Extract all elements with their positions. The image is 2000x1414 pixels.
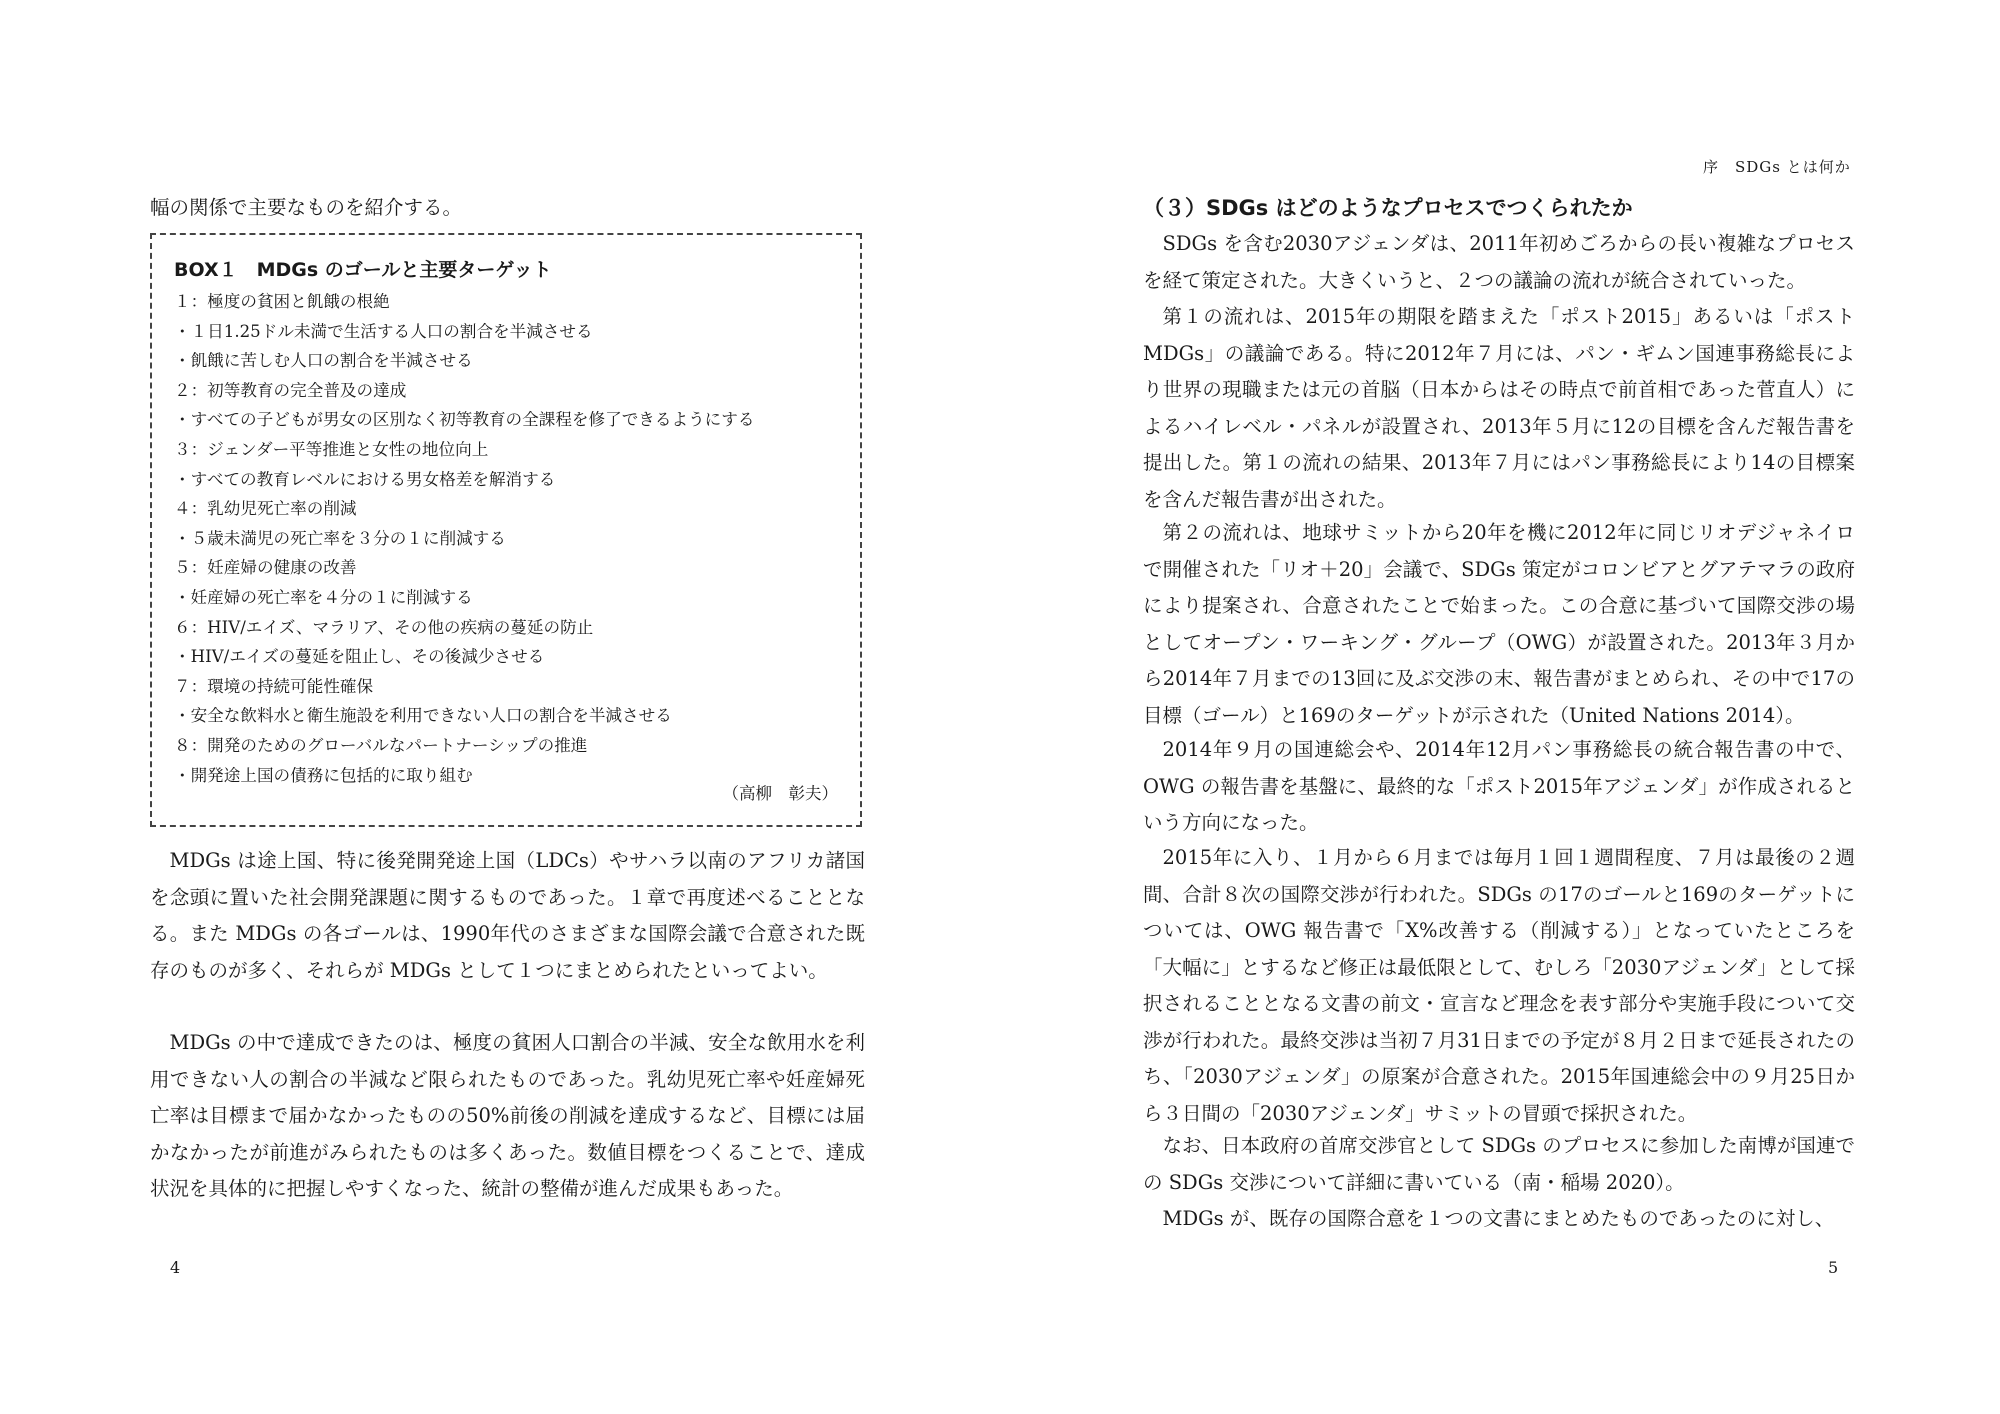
box-line: １：極度の貧困と飢餓の根絶 [174, 292, 390, 311]
right-paragraph-3: 第２の流れは、地球サミットから20年を機に2012年に同じリオデジャネイロで開催された「リオ＋20」会議で、SDGs 策定がコロンビアとグアテマラの政府により提案され、合意されたことで始まった。この合意に基づいて国際交渉の場としてオープン・ワーキング・グループ（OWG）が設置された。2013年３月から2014年７月までの13回に及ぶ交渉の末、報告書がまとめられ、その中で17の目標（ゴール）と169のターゲットが示された（United Nations 2014）。 [1143, 521, 1855, 727]
box-title: BOX１ MDGs のゴールと主要ターゲット [174, 259, 552, 281]
right-paragraph-5: 2015年に入り、１月から６月までは毎月１回１週間程度、７月は最後の２週間、合計８次の国際交渉が行われた。SDGs の17のゴールと169のターゲットについては、OWG 報告書で「X%改善する（削減する）」となっていたところを「大幅に」とするなど修正は最低限として、むしろ「2030アジェンダ」として採択されることとなる文書の前文・宣言など理念を表す部分や実施手段について交渉が行われた。最終交渉は当初７月31日までの予定が８月２日まで延長されたのち、「2030アジェンダ」の原案が合意された。2015年国連総会中の９月25日から３日間の「2030アジェンダ」サミットの冒頭で採択された。 [1143, 846, 1855, 1125]
box-author: （高柳 彰夫） [722, 784, 838, 803]
box-line: ・５歳未満児の死亡率を３分の１に削減する [174, 528, 506, 548]
continued-text: 幅の関係で主要なものを紹介する。 [150, 196, 463, 219]
left-paragraph-2: MDGs の中で達成できたのは、極度の貧困人口割合の半減、安全な飲用水を利用できない人の割合の半減など限られたものであった。乳幼児死亡率や妊産婦死亡率は目標まで届かなかったものの50%前後の削減を達成するなど、目標には届かなかったが前進がみられたものは多くあった。数値目標をつくることで、達成状況を具体的に把握しやすくなった、統計の整備が進んだ成果もあった。 [150, 1031, 865, 1200]
right-paragraph-4: 2014年９月の国連総会や、2014年12月パン事務総長の統合報告書の中で、OWG の報告書を基盤に、最終的な「ポスト2015年アジェンダ」が作成されるという方向になった。 [1143, 738, 1855, 834]
right-paragraph-1: SDGs を含む2030アジェンダは、2011年初めごろからの長い複雑なプロセスを経て策定された。大きくいうと、２つの議論の流れが統合されていった。 [1143, 232, 1855, 292]
box-line: ・すべての教育レベルにおける男女格差を解消する [174, 469, 556, 489]
box-line: ・HIV/エイズの蔓延を阻止し、その後減少させる [174, 647, 545, 667]
box-list [174, 287, 754, 790]
box-line: ３：ジェンダー平等推進と女性の地位向上 [174, 439, 489, 459]
running-header: 序 SDGs とは何か [1703, 158, 1851, 176]
right-paragraph-7: MDGs が、既存の国際合意を１つの文書にまとめたものであったのに対し、 [1162, 1207, 1835, 1230]
box-line: ・開発途上国の債務に包括的に取り組む [174, 765, 473, 785]
box-line: ８：開発のためのグローバルなパートナーシップの推進 [174, 735, 588, 755]
box-line: ・飢餓に苦しむ人口の割合を半減させる [174, 351, 473, 371]
left-paragraph-1: MDGs は途上国、特に後発開発途上国（LDCs）やサハラ以南のアフリカ諸国を念頭に置いた社会開発課題に関するものであった。１章で再度述べることとなる。また MDGs の各ゴールは、1990年代のさまざまな国際会議で合意された既存のものが多く、それらが MDGs として１つにまとめられたといってよい。 [150, 849, 865, 982]
page-number-right: 5 [1828, 1258, 1839, 1277]
box-line: ６：HIV/エイズ、マラリア、その他の疾病の蔓延の防止 [174, 617, 594, 637]
section-heading: （３）SDGs はどのようなプロセスでつくられたか [1143, 196, 1633, 220]
box-line: ・安全な飲料水と衛生施設を利用できない人口の割合を半減させる [174, 706, 672, 726]
box-line: ・１日1.25ドル未満で生活する人口の割合を半減させる [174, 321, 593, 341]
box-line: ７：環境の持続可能性確保 [174, 676, 374, 696]
box-line: ・妊産婦の死亡率を４分の１に削減する [174, 587, 473, 607]
box-line: ・すべての子どもが男女の区別なく初等教育の全課程を修了できるようにする [174, 410, 755, 430]
right-paragraph-6: なお、日本政府の首席交渉官として SDGs のプロセスに参加した南博が国連での SDGs 交渉について詳細に書いている（南・稲場 2020）。 [1143, 1134, 1855, 1194]
mdgs-box [150, 233, 862, 827]
page-number-left: 4 [170, 1258, 181, 1277]
box-line: ２：初等教育の完全普及の達成 [174, 380, 407, 400]
box-line: ５：妊産婦の健康の改善 [174, 558, 357, 578]
right-paragraph-2: 第１の流れは、2015年の期限を踏まえた「ポスト2015」あるいは「ポスト MDGs」の議論である。特に2012年７月には、パン・ギムン国連事務総長により世界の現職または元の首脳（日本からはその時点で前首相であった菅直人）によるハイレベル・パネルが設置され、2013年５月に12の目標を含んだ報告書を提出した。第１の流れの結果、2013年７月にはパン事務総長により14の目標案を含んだ報告書が出された。 [1143, 305, 1856, 511]
box-line: ４：乳幼児死亡率の削減 [174, 499, 357, 519]
